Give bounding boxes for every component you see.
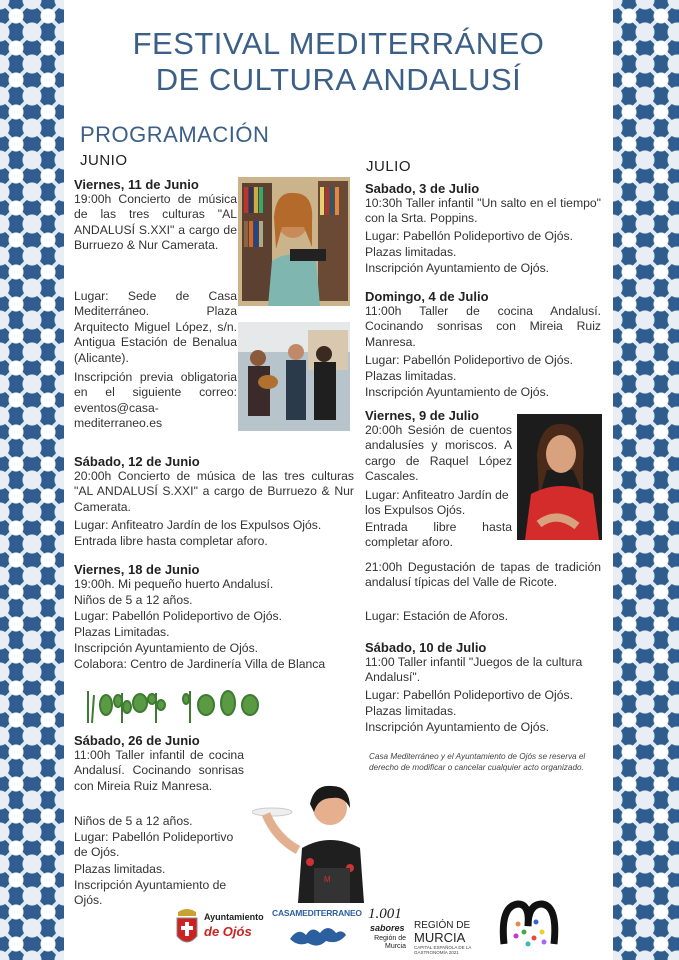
- event-text: Plazas limitadas.: [365, 704, 457, 718]
- event-text: 20:00h Concierto de música de las tres culturas "AL ANDALUSÍ S.XXI" a cargo de Burruezo & Nur Camerata.: [74, 469, 354, 514]
- event-text: Entrada libre hasta completar aforo.: [74, 534, 268, 548]
- month-julio: JULIO: [366, 158, 412, 175]
- left-tile-border: [0, 0, 64, 960]
- event-text: 10:30h Taller infantil "Un salto en el tiempo" con la Srta. Poppins.: [365, 196, 601, 226]
- disclaimer-note: Casa Mediterráneo y el Ayuntamiento de Ojós se reserva el derecho de modificar o cancelar cualquier acto organizado.: [369, 752, 586, 772]
- event-text: Inscripción Ayuntamiento de Ojós.: [74, 641, 259, 655]
- event-text: Lugar: Pabellón Polideportivo de Ojós.: [365, 688, 573, 702]
- event-text: Inscripción Ayuntamiento de Ojós.: [365, 720, 550, 734]
- event-heading: Sábado, 12 de Junio: [74, 454, 200, 469]
- event-text: 20:00h Sesión de cuentos andalusíes y moriscos. A cargo de Raquel López Cascales.: [365, 423, 512, 484]
- murcia-label: MURCIA: [414, 930, 466, 945]
- event-text: 11:00h Taller de cocina Andalusí. Cocinando sonrisas con Mireia Ruiz Manresa.: [365, 304, 601, 349]
- event-heading: Sábado, 26 de Junio: [74, 733, 200, 748]
- event-text: Lugar: Anfiteatro Jardín de los Expulsos Ojós.: [74, 518, 322, 532]
- photo-chef-woman: [252, 778, 370, 903]
- herbs-illustration: [82, 687, 272, 723]
- event-heading: Viernes, 11 de Junio: [74, 177, 199, 192]
- logo-ayuntamiento-ojos: [174, 904, 264, 954]
- event-text: Plazas limitadas.: [74, 862, 166, 876]
- svg-text:M: M: [324, 875, 331, 884]
- saberes-number: 1.001: [368, 906, 402, 922]
- event-text: 19:00h. Mi pequeño huerto Andalusí.: [74, 577, 274, 591]
- right-tile-border: [613, 0, 679, 960]
- event-text: Niños de 5 a 12 años.: [74, 593, 193, 607]
- month-junio: JUNIO: [80, 152, 128, 169]
- event-text: Lugar: Sede de Casa Mediterráneo. Plaza Arquitecto Miguel López, s/n. Antigua Estación de Benalua (Alicante).: [74, 289, 237, 365]
- event-text: Plazas limitadas.: [365, 245, 457, 259]
- event-text: Entrada libre hasta completar aforo.: [365, 520, 512, 550]
- event-heading: Viernes, 9 de Julio: [365, 408, 479, 423]
- capital-gastronomia-label: CAPITAL ESPAÑOLA DE LA GASTRONOMÍA 2021: [414, 945, 472, 955]
- poster-content: [64, 0, 613, 960]
- event-text: 11:00 Taller infantil "Juegos de la cultura Andalusí".: [365, 655, 583, 685]
- event-text: 11:00h Taller infantil de cocina Andalusí. Cocinando sonrisas con Mireia Ruiz Manresa.: [74, 748, 244, 793]
- event-text: Colabora: Centro de Jardinería Villa de Blanca: [74, 657, 326, 671]
- event-heading: Sábado, 10 de Julio: [365, 640, 487, 655]
- coat-of-arms-icon: [174, 906, 200, 950]
- logo-region-de-murcia: [414, 900, 564, 956]
- photo-woman-vinyl: [238, 177, 350, 306]
- event-text: Lugar: Anfiteatro Jardín de los Expulsos Ojós.: [365, 488, 509, 518]
- event-text: Lugar: Pabellón Polideportivo de Ojós.: [365, 353, 573, 367]
- event-text: Inscripción Ayuntamiento de Ojós.: [74, 878, 227, 908]
- event-text: Lugar: Pabellón Polideportivo de Ojós.: [74, 609, 282, 623]
- programacion-heading: PROGRAMACIÓN: [80, 122, 270, 147]
- casa-mediterraneo-label: CASAMEDITERRANEO: [272, 908, 362, 918]
- event-heading: Domingo, 4 de Julio: [365, 289, 489, 304]
- photo-storyteller: [517, 414, 602, 540]
- saberes-region: Región de Murcia: [374, 935, 406, 950]
- event-text: Plazas limitadas.: [365, 369, 457, 383]
- murcia-emblem-icon: [498, 900, 560, 952]
- event-text: Inscripción Ayuntamiento de Ojós.: [365, 261, 550, 275]
- event-text: Plazas Limitadas.: [74, 625, 170, 639]
- event-text: Niños de 5 a 12 años.: [74, 814, 193, 828]
- event-text: 19:00h Concierto de música de las tres culturas "AL ANDALUSÍ S.XXI" a cargo de Burruezo & Nur Camerata.: [74, 192, 237, 253]
- event-text: Lugar: Pabellón Polideportivo de Ojós.: [365, 229, 573, 243]
- event-text: Inscripción Ayuntamiento de Ojós.: [365, 385, 550, 399]
- event-text: Lugar: Estación de Aforos.: [365, 609, 508, 623]
- sea-wave-icon: [288, 921, 348, 949]
- poster-title: [64, 26, 613, 98]
- saberes-word: sabores: [370, 923, 405, 933]
- logo-casa-mediterraneo: [272, 906, 362, 952]
- event-text: Inscripción previa obligatoria en el siguiente correo: eventos@casa-mediterraneo.es: [74, 370, 237, 431]
- logo-1001-sabores: [366, 906, 416, 956]
- event-text: 21:00h Degustación de tapas de tradición andalusí típicas del Valle de Ricote.: [365, 560, 601, 590]
- event-text: Lugar: Pabellón Polideportivo de Ojós.: [74, 830, 234, 860]
- photo-musicians: [238, 322, 350, 431]
- title-line-1: FESTIVAL MEDITERRÁNEO: [132, 26, 545, 61]
- ojos-label: de Ojós: [204, 924, 252, 939]
- region-de-label: REGIÓN DE: [414, 920, 471, 931]
- title-line-2: DE CULTURA ANDALUSÍ: [155, 62, 522, 97]
- ayuntamiento-label: Ayuntamiento: [204, 912, 264, 922]
- event-heading: Viernes, 18 de Junio: [74, 562, 200, 577]
- event-heading: Sabado, 3 de Julio: [365, 181, 480, 196]
